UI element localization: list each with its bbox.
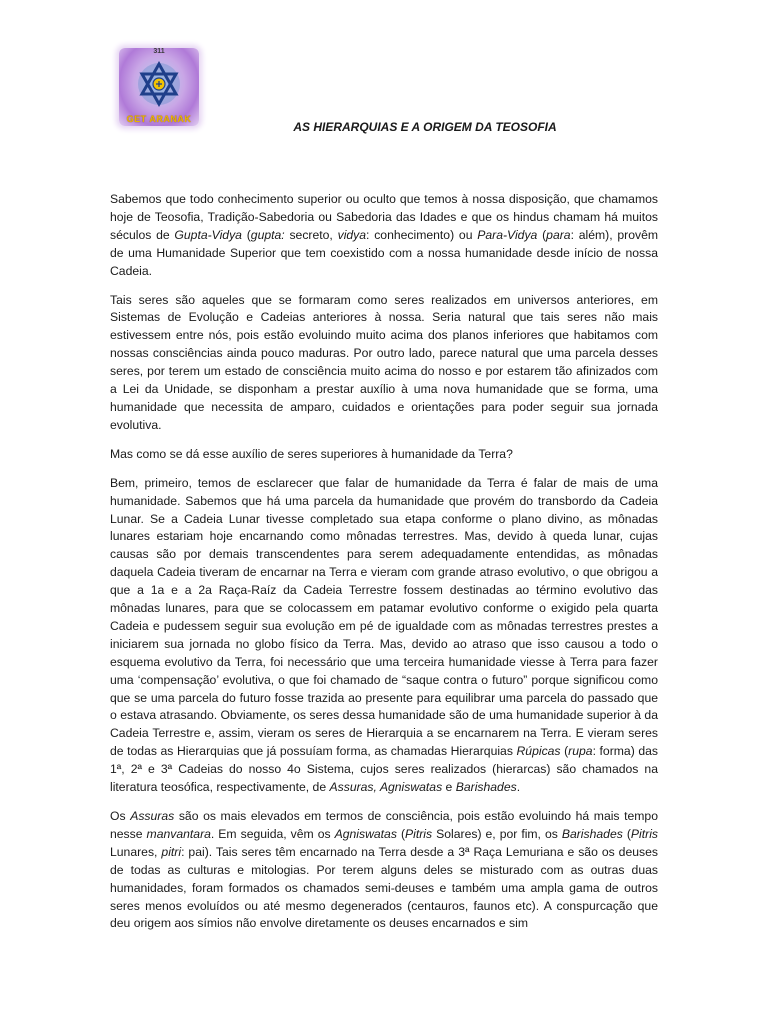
text-segment: ( (537, 227, 547, 242)
text-segment: : conhecimento) ou (366, 227, 478, 242)
logo-caption: GET ARANAK (126, 114, 192, 124)
text-segment: ( (560, 744, 569, 759)
text-segment: : forma) das 1ª, 2ª e 3ª Cadeias do nosso 4o Sistema, cujos seres realizados (hierarcas) são chamados na literatura teosófica, respectivamente, de (110, 744, 658, 795)
text-segment: : pai). Tais seres têm encarnado na Terra desde a 3ª Raça Lemuriana e são os deuses de todas as culturas e mitologias. Por terem alguns deles se misturado com as outras duas humanidades, foram formados os chamados semi-deuses e também uma ampla gama de outros seres menos evoluídos ou até mesmo degenerados (centauros, faunos etc). A conspurcação que deu origem aos símios não envolve diretamente os deuses encarnados e sim (110, 844, 658, 931)
text-segment: ( (396, 826, 406, 841)
italic-term: manvantara (146, 826, 211, 841)
body-paragraph (110, 292, 658, 435)
body-paragraph (110, 808, 658, 933)
text-segment: e (442, 780, 456, 795)
logo-number: 311 (153, 48, 165, 55)
italic-term: Barishades (561, 826, 623, 841)
body-paragraph (110, 475, 658, 797)
italic-term: Pitris (630, 826, 658, 841)
italic-term: Barishades (455, 780, 517, 795)
logo (119, 48, 199, 126)
italic-term: Agniswatas (334, 826, 397, 841)
text-segment: Tais seres são aqueles que se formaram como seres realizados em universos anteriores, em Sistemas de Evolução e Cadeias anteriores à nossa. Seria natural que tais seres não mais estivessem entre nós, pois estão evoluindo muito acima dos planos inferiores que habitamos com nossas consciências ainda pouco maduras. Por outro lado, parece natural que uma parcela desses seres, por terem um estado de consciência muito acima do nosso e por estarem tão afinizados com a Lei da Unidade, se disponham a prestar auxílio à uma nova humanidade que se forma, uma humanidade que necessita de amparo, cuidados e orientações para poder seguir sua jornada evolutiva. (110, 292, 658, 432)
text-segment: ( (241, 227, 251, 242)
text-segment: Lunares, (110, 844, 162, 859)
document-title: AS HIERARQUIAS E A ORIGEM DA TEOSOFIA (293, 120, 557, 134)
italic-term: Gupta-Vidya (174, 227, 242, 242)
body-paragraph (110, 191, 658, 281)
text-segment: Solares) e, por fim, os (432, 826, 562, 841)
italic-term: vidya (337, 227, 367, 242)
italic-term: Assuras, Agniswatas (329, 780, 443, 795)
text-segment: secreto, (284, 227, 338, 242)
text-segment: ( (622, 826, 631, 841)
italic-term: Pitris (405, 826, 433, 841)
text-segment: . (516, 780, 521, 795)
document-body (110, 191, 658, 933)
italic-term: pitri (161, 844, 182, 859)
italic-term: gupta: (250, 227, 285, 242)
italic-term: Assuras (130, 809, 175, 823)
text-segment: Mas como se dá esse auxílio de seres superiores à humanidade da Terra? (110, 446, 513, 461)
text-segment: : além), provêm de uma Humanidade Superior que tem coexistido com a nossa humanidade desde início de nossa Cadeia. (110, 227, 659, 278)
italic-term: rupa (568, 744, 593, 759)
text-segment: Bem, primeiro, temos de esclarecer que falar de humanidade da Terra é falar de mais de uma humanidade. Sabemos que há uma parcela da humanidade que provém do transbordo da Cadeia Lunar. Se a Cadeia Lunar tivesse completado sua etapa conforme o plano divino, as mônadas lunares estariam hoje encarnando como mônadas terrestres. Mas, devido à queda lunar, cujas causas são por demais transcendentes para serem adequadamente entendidas, as mônadas daquela Cadeia tiveram de encarnar na Terra e vieram com grande atraso evolutivo, o que obrigou a que a 1a e a 2a Raça-Raíz da Cadeia Terrestre fossem destinadas ao término evolutivo das mônadas lunares, para que se colocassem em patamar evolutivo conforme o exigido pela quarta Cadeia e pudessem seguir sua evolução em pé de igualdade com as mônadas terrestres prestes a iniciarem sua jornada no globo físico da Terra. Mas, devido ao atraso que isso causou a todo o esquema evolutivo da Terra, foi necessário que uma terceira humanidade viesse à Terra para fazer uma ‘compensação’ evolutiva, o que foi chamado de “saque contra o futuro” porque significou como que se uma parcela do futuro fosse trazida ao presente para equilibrar uma parcela do passado que o estava atrasando. Obviamente, os seres dessa humanidade são de uma humanidade superior à da Cadeia Terrestre e, assim, vieram os seres de Hierarquia a se encarnarem na Terra. E vieram seres de todas as Hierarquias que já possuíam forma, as chamadas Hierarquias (110, 475, 658, 759)
italic-term: Para-Vidya (477, 227, 538, 242)
text-segment: . Em seguida, vêm os (210, 826, 335, 841)
text-segment: Os (110, 809, 131, 823)
italic-term: Rúpicas (516, 744, 561, 759)
text-segment: são os mais elevados em termos de consciência, pois estão evoluindo há mais tempo nesse (110, 809, 658, 841)
text-segment: Sabemos que todo conhecimento superior ou oculto que temos à nossa disposição, que chamamos hoje de Teosofia, Tradição-Sabedoria ou Sabedoria das Idades e que os hindus chamam há muitos séculos de (110, 192, 658, 242)
body-paragraph (110, 446, 658, 464)
italic-term: para (546, 227, 571, 242)
